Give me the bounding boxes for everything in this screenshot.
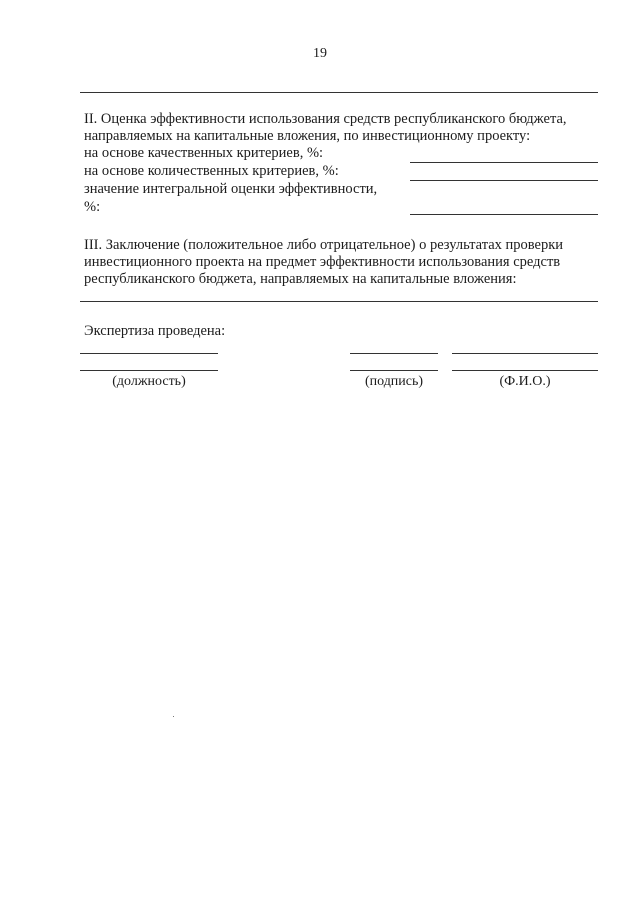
section-3-line-1: III. Заключение (положительное либо отрицательное) о результатах проверки bbox=[84, 237, 564, 253]
conclusion-field[interactable] bbox=[80, 301, 598, 302]
section-2-heading-line-2: направляемых на капитальные вложения, по инвестиционному проекту: bbox=[84, 128, 531, 144]
signature-field[interactable] bbox=[350, 353, 438, 354]
position-caption: (должность) bbox=[112, 374, 186, 389]
signature-caption-line bbox=[350, 370, 438, 371]
name-caption: (Ф.И.О.) bbox=[499, 374, 551, 389]
name-field[interactable] bbox=[452, 353, 598, 354]
qualitative-criteria-field[interactable] bbox=[410, 162, 598, 163]
position-field[interactable] bbox=[80, 353, 218, 354]
integral-evaluation-label-line-1: значение интегральной оценки эффективности, bbox=[84, 181, 378, 197]
qualitative-criteria-label: на основе качественных критериев, %: bbox=[84, 145, 324, 161]
section-2-heading-line-1: II. Оценка эффективности использования средств республиканского бюджета, bbox=[84, 111, 567, 127]
page-number: 19 bbox=[313, 46, 327, 61]
section-3-line-2: инвестиционного проекта на предмет эффективности использования средств bbox=[84, 254, 561, 270]
name-caption-line bbox=[452, 370, 598, 371]
expertise-label: Экспертиза проведена: bbox=[84, 323, 226, 339]
scan-speck bbox=[173, 716, 174, 717]
signature-caption: (подпись) bbox=[364, 374, 424, 389]
section-3-line-3: республиканского бюджета, направляемых на капитальные вложения: bbox=[84, 271, 517, 287]
integral-evaluation-label-line-2: %: bbox=[84, 199, 101, 215]
quantitative-criteria-label: на основе количественных критериев, %: bbox=[84, 163, 339, 179]
position-caption-line bbox=[80, 370, 218, 371]
quantitative-criteria-field[interactable] bbox=[410, 180, 598, 181]
integral-evaluation-field[interactable] bbox=[410, 214, 598, 215]
top-rule bbox=[80, 92, 598, 93]
